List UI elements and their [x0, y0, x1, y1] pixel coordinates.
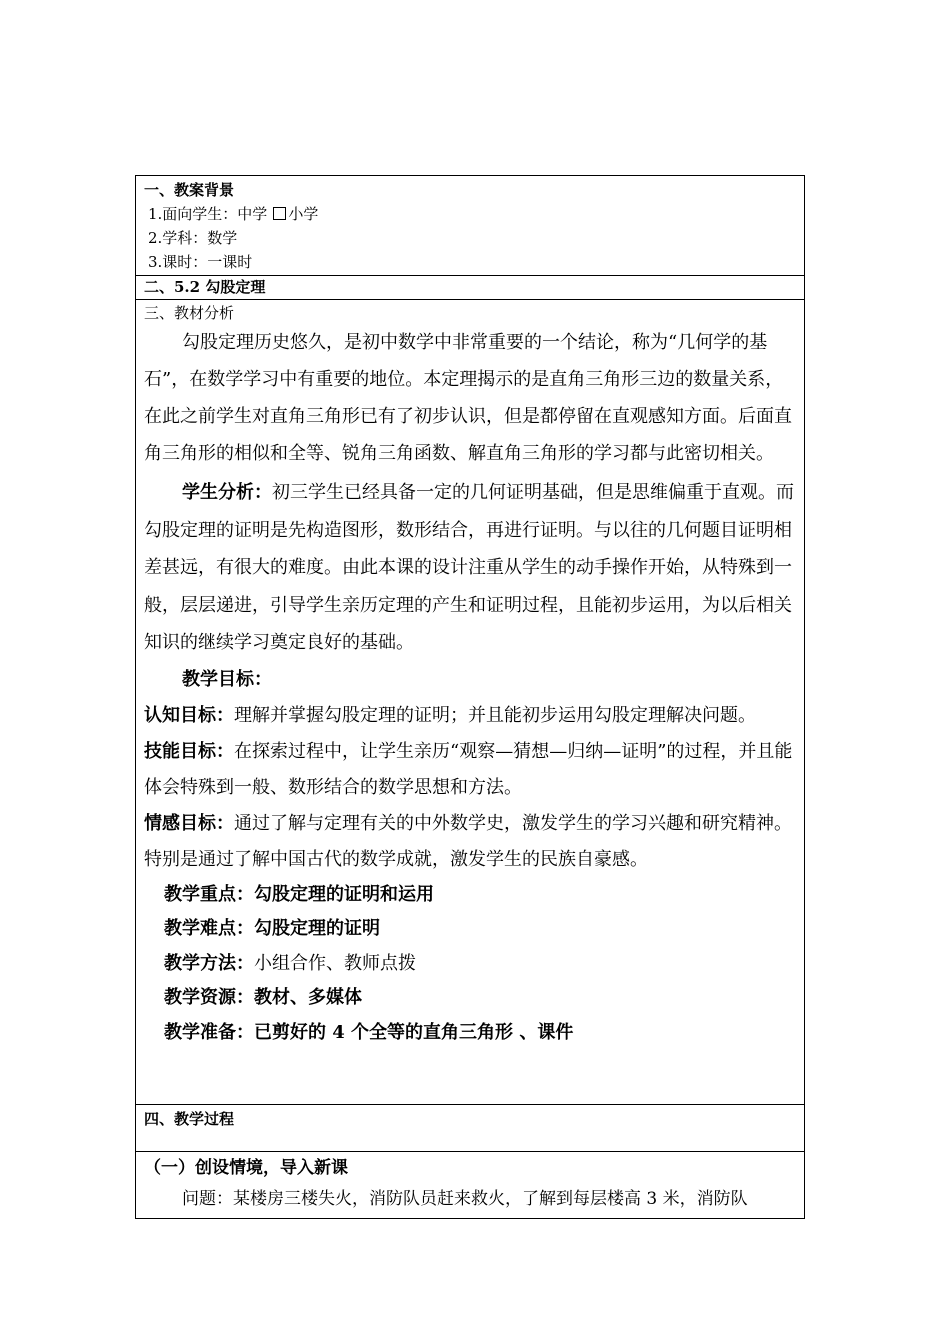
- lesson-title-section: [135, 275, 805, 299]
- teaching-process-section: [135, 1104, 805, 1151]
- preparation-text: 已剪好的 4 个全等的直角三角形 、课件: [254, 1021, 574, 1043]
- emotion-goal-label: 情感目标：: [144, 812, 234, 834]
- cognitive-goal: [144, 698, 796, 734]
- preparation-item: [144, 1016, 796, 1051]
- cognitive-goal-text: 理解并掌握勾股定理的证明；并且能初步运用勾股定理解决问题。: [234, 704, 756, 726]
- difficulty-label: 教学难点：: [164, 918, 254, 939]
- primary-school-checkbox[interactable]: [273, 207, 286, 220]
- student-analysis-paragraph: [144, 474, 796, 662]
- student-analysis-text: 初三学生已经具备一定的几何证明基础，但是思维偏重于直观。而勾股定理的证明是先构造图形，数形结合，再进行证明。与以往的几何题目证明相差甚远，有很大的难度。由此本课的设计注重从学生的动手操作开始，从特殊到一般，层层递进，引导学生亲历定理的产生和证明过程，且能初步运用，为以后相关知识的继续学习奠定良好的基础。: [144, 482, 794, 653]
- resources-label: 教学资源：: [164, 987, 254, 1008]
- emotion-goal: [144, 806, 796, 878]
- method-text: 小组合作、教师点拨: [254, 952, 416, 974]
- student-analysis-label: 学生分析：: [182, 482, 272, 503]
- background-section: [135, 175, 805, 275]
- lesson-plan-table: [135, 175, 805, 1219]
- scenario-text: 问题：某楼房三楼失火，消防队员赶来救火，了解到每层楼高 3 米，消防队: [182, 1189, 748, 1209]
- method-item: [144, 947, 796, 982]
- teaching-details-list: [144, 878, 796, 1051]
- material-analysis-paragraph: 勾股定理历史悠久，是初中数学中非常重要的一个结论，称为“几何学的基石”，在数学学习中有重要的地位。本定理揭示的是直角三角形三边的数量关系，在此之前学生对直角三角形已有了初步认识，但是都停留在直观感知方面。后面直角三角形的相似和全等、锐角三角函数、解直角三角形的学习都与此密切相关。: [144, 332, 792, 464]
- background-title: 一、教案背景: [144, 181, 235, 199]
- resources-item: [144, 981, 796, 1016]
- difficulty-item: [144, 912, 796, 947]
- lesson-title: 二、5.2 勾股定理: [144, 278, 266, 296]
- teaching-process-title: 四、教学过程: [144, 1110, 235, 1128]
- primary-school-option: 小学: [288, 205, 319, 223]
- subject-line: 2.学科：数学: [148, 229, 238, 247]
- teaching-goals-title: 教学目标：: [182, 668, 272, 690]
- target-students-label: 1.面向学生：中学: [148, 205, 268, 223]
- material-analysis-title: 三、教材分析: [144, 304, 235, 322]
- period-line: 3.课时：一课时: [148, 253, 253, 271]
- key-point-item: [144, 878, 796, 913]
- emotion-goal-text: 通过了解与定理有关的中外数学史，激发学生的学习兴趣和研究精神。特别是通过了解中国古代的数学成就，激发学生的民族自豪感。: [144, 812, 792, 870]
- material-analysis-section: [135, 299, 805, 1104]
- target-students-line: [144, 202, 796, 226]
- preparation-label: 教学准备：: [164, 1021, 254, 1043]
- difficulty-text: 勾股定理的证明: [254, 918, 380, 939]
- key-point-text: 勾股定理的证明和运用: [254, 883, 434, 905]
- scenario-section: [135, 1151, 805, 1219]
- scenario-title: （一）创设情境，导入新课: [144, 1158, 348, 1178]
- resources-text: 教材、多媒体: [254, 987, 362, 1008]
- skill-goal-text: 在探索过程中，让学生亲历“观察—猜想—归纳—证明”的过程，并且能体会特殊到一般、数形结合的数学思想和方法。: [144, 740, 793, 798]
- key-point-label: 教学重点：: [164, 883, 254, 905]
- skill-goal: [144, 734, 796, 806]
- method-label: 教学方法：: [164, 952, 254, 974]
- skill-goal-label: 技能目标：: [144, 740, 234, 762]
- cognitive-goal-label: 认知目标：: [144, 704, 234, 726]
